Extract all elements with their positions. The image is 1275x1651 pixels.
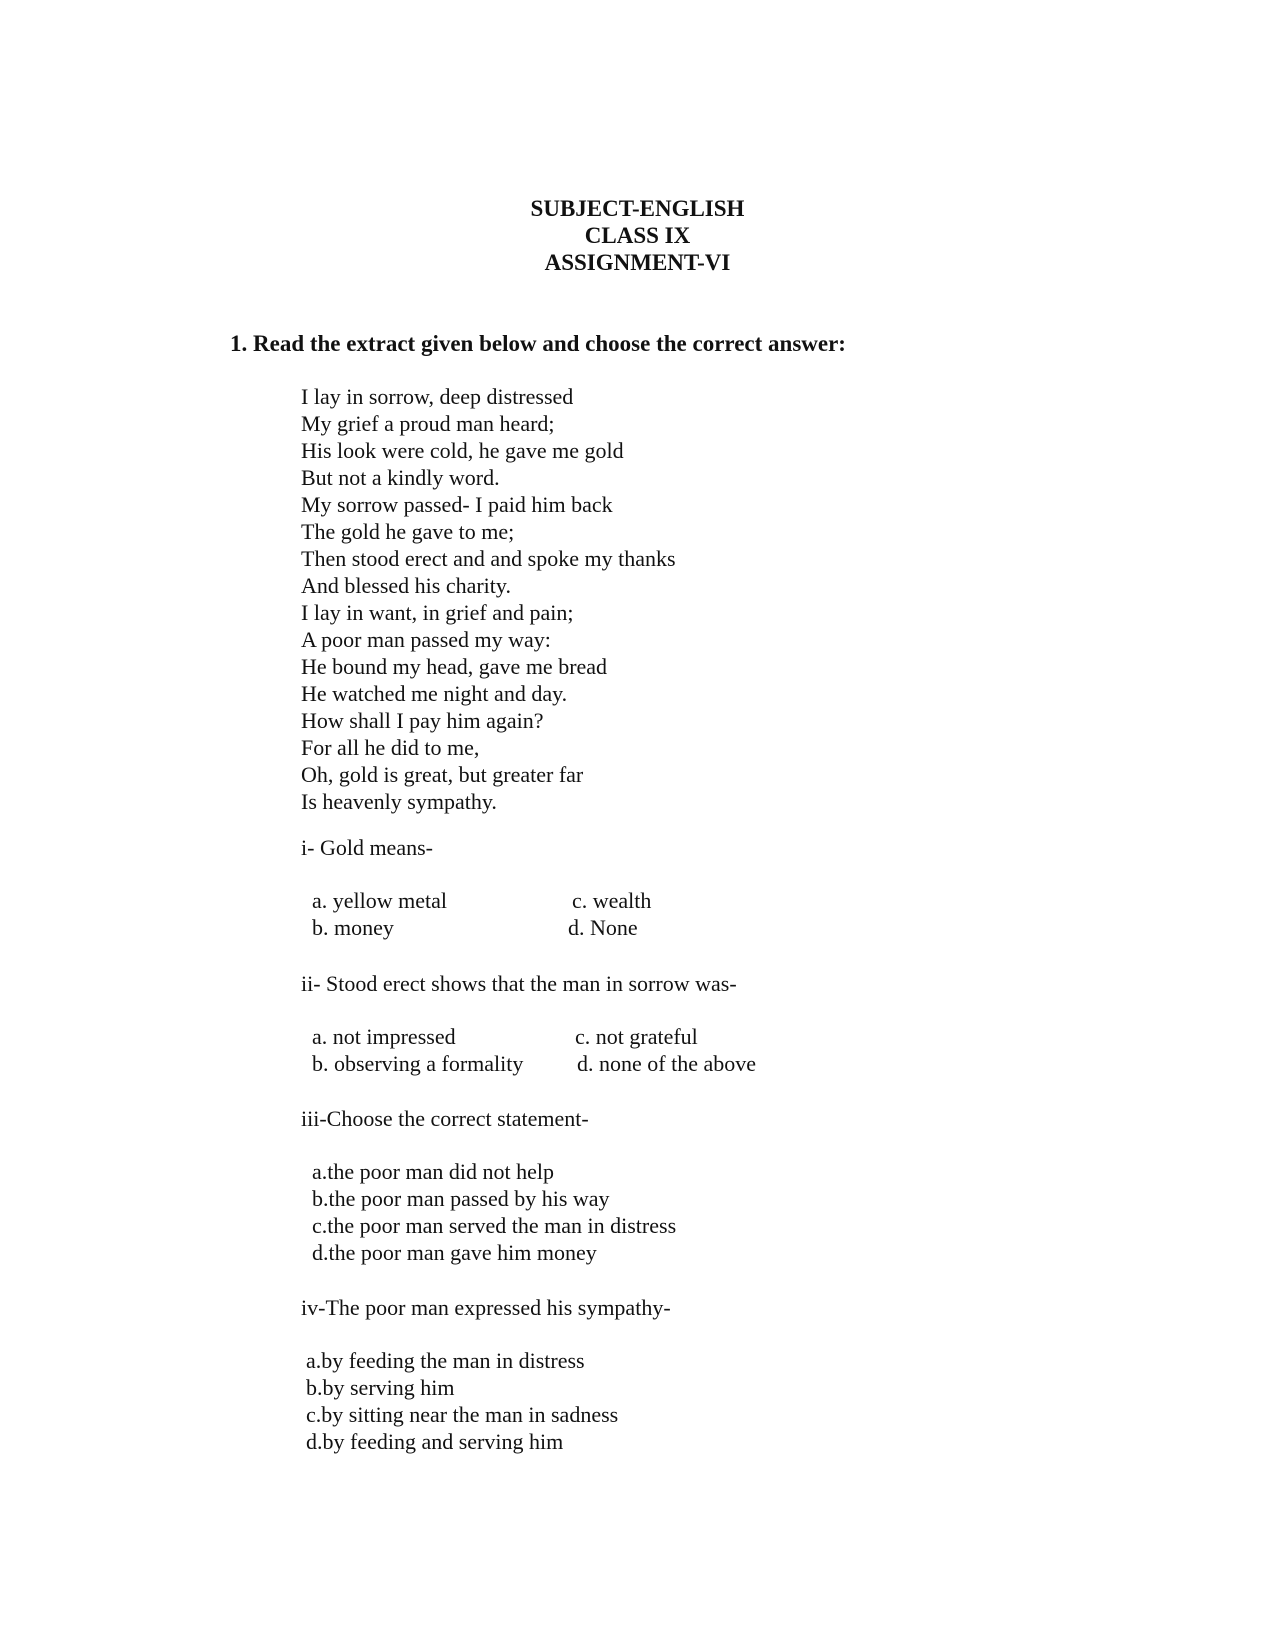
sub-question-1-option-b: b. money xyxy=(312,915,394,940)
sub-question-3-option-a: a.the poor man did not help xyxy=(312,1159,554,1184)
poem-line: I lay in want, in grief and pain; xyxy=(301,600,574,625)
sub-question-3-prompt: iii-Choose the correct statement- xyxy=(301,1106,589,1131)
sub-question-4-option-d: d.by feeding and serving him xyxy=(306,1429,564,1454)
poem-line: My sorrow passed- I paid him back xyxy=(301,492,613,517)
sub-question-1-prompt: i- Gold means- xyxy=(301,835,433,860)
sub-question-4-option-c: c.by sitting near the man in sadness xyxy=(306,1402,619,1427)
sub-question-3-option-d: d.the poor man gave him money xyxy=(312,1240,597,1265)
question-1-heading: 1. Read the extract given below and choose the correct answer: xyxy=(230,331,846,356)
poem-line: How shall I pay him again? xyxy=(301,708,544,733)
class-title: CLASS IX xyxy=(584,223,691,248)
document-header xyxy=(0,195,1275,276)
sub-question-4-prompt: iv-The poor man expressed his sympathy- xyxy=(301,1295,671,1320)
sub-question-2-option-c: c. not grateful xyxy=(575,1024,698,1049)
poem-line: He watched me night and day. xyxy=(301,681,568,706)
sub-question-1-option-d: d. None xyxy=(568,915,638,940)
poem-line: He bound my head, gave me bread xyxy=(301,654,608,679)
subject-title: SUBJECT-ENGLISH xyxy=(530,196,745,221)
poem-line: And blessed his charity. xyxy=(301,573,511,598)
poem-line: Oh, gold is great, but greater far xyxy=(301,762,584,787)
poem-line: But not a kindly word. xyxy=(301,465,500,490)
sub-question-4-option-b: b.by serving him xyxy=(306,1375,455,1400)
sub-question-2-option-a: a. not impressed xyxy=(312,1024,456,1049)
sub-question-3-options xyxy=(312,1158,676,1266)
poem-line: My grief a proud man heard; xyxy=(301,411,555,436)
assignment-title: ASSIGNMENT-VI xyxy=(544,250,731,275)
sub-question-2-option-d: d. none of the above xyxy=(577,1051,756,1076)
sub-question-4-option-a: a.by feeding the man in distress xyxy=(306,1348,585,1373)
sub-question-1-option-a: a. yellow metal xyxy=(312,888,448,913)
poem-line: A poor man passed my way: xyxy=(301,627,551,652)
poem-line: I lay in sorrow, deep distressed xyxy=(301,384,574,409)
sub-question-2-prompt: ii- Stood erect shows that the man in sorrow was- xyxy=(301,971,737,996)
poem-line: Is heavenly sympathy. xyxy=(301,789,497,814)
sub-question-1-option-c: c. wealth xyxy=(572,888,652,913)
sub-question-3-option-b: b.the poor man passed by his way xyxy=(312,1186,610,1211)
poem-line: Then stood erect and and spoke my thanks xyxy=(301,546,676,571)
sub-question-4-options xyxy=(306,1347,618,1455)
poem-line: For all he did to me, xyxy=(301,735,480,760)
sub-question-3-option-c: c.the poor man served the man in distress xyxy=(312,1213,677,1238)
poem-line: The gold he gave to me; xyxy=(301,519,515,544)
poem-line: His look were cold, he gave me gold xyxy=(301,438,624,463)
sub-question-2-option-b: b. observing a formality xyxy=(312,1051,524,1076)
poem-extract xyxy=(301,383,676,815)
